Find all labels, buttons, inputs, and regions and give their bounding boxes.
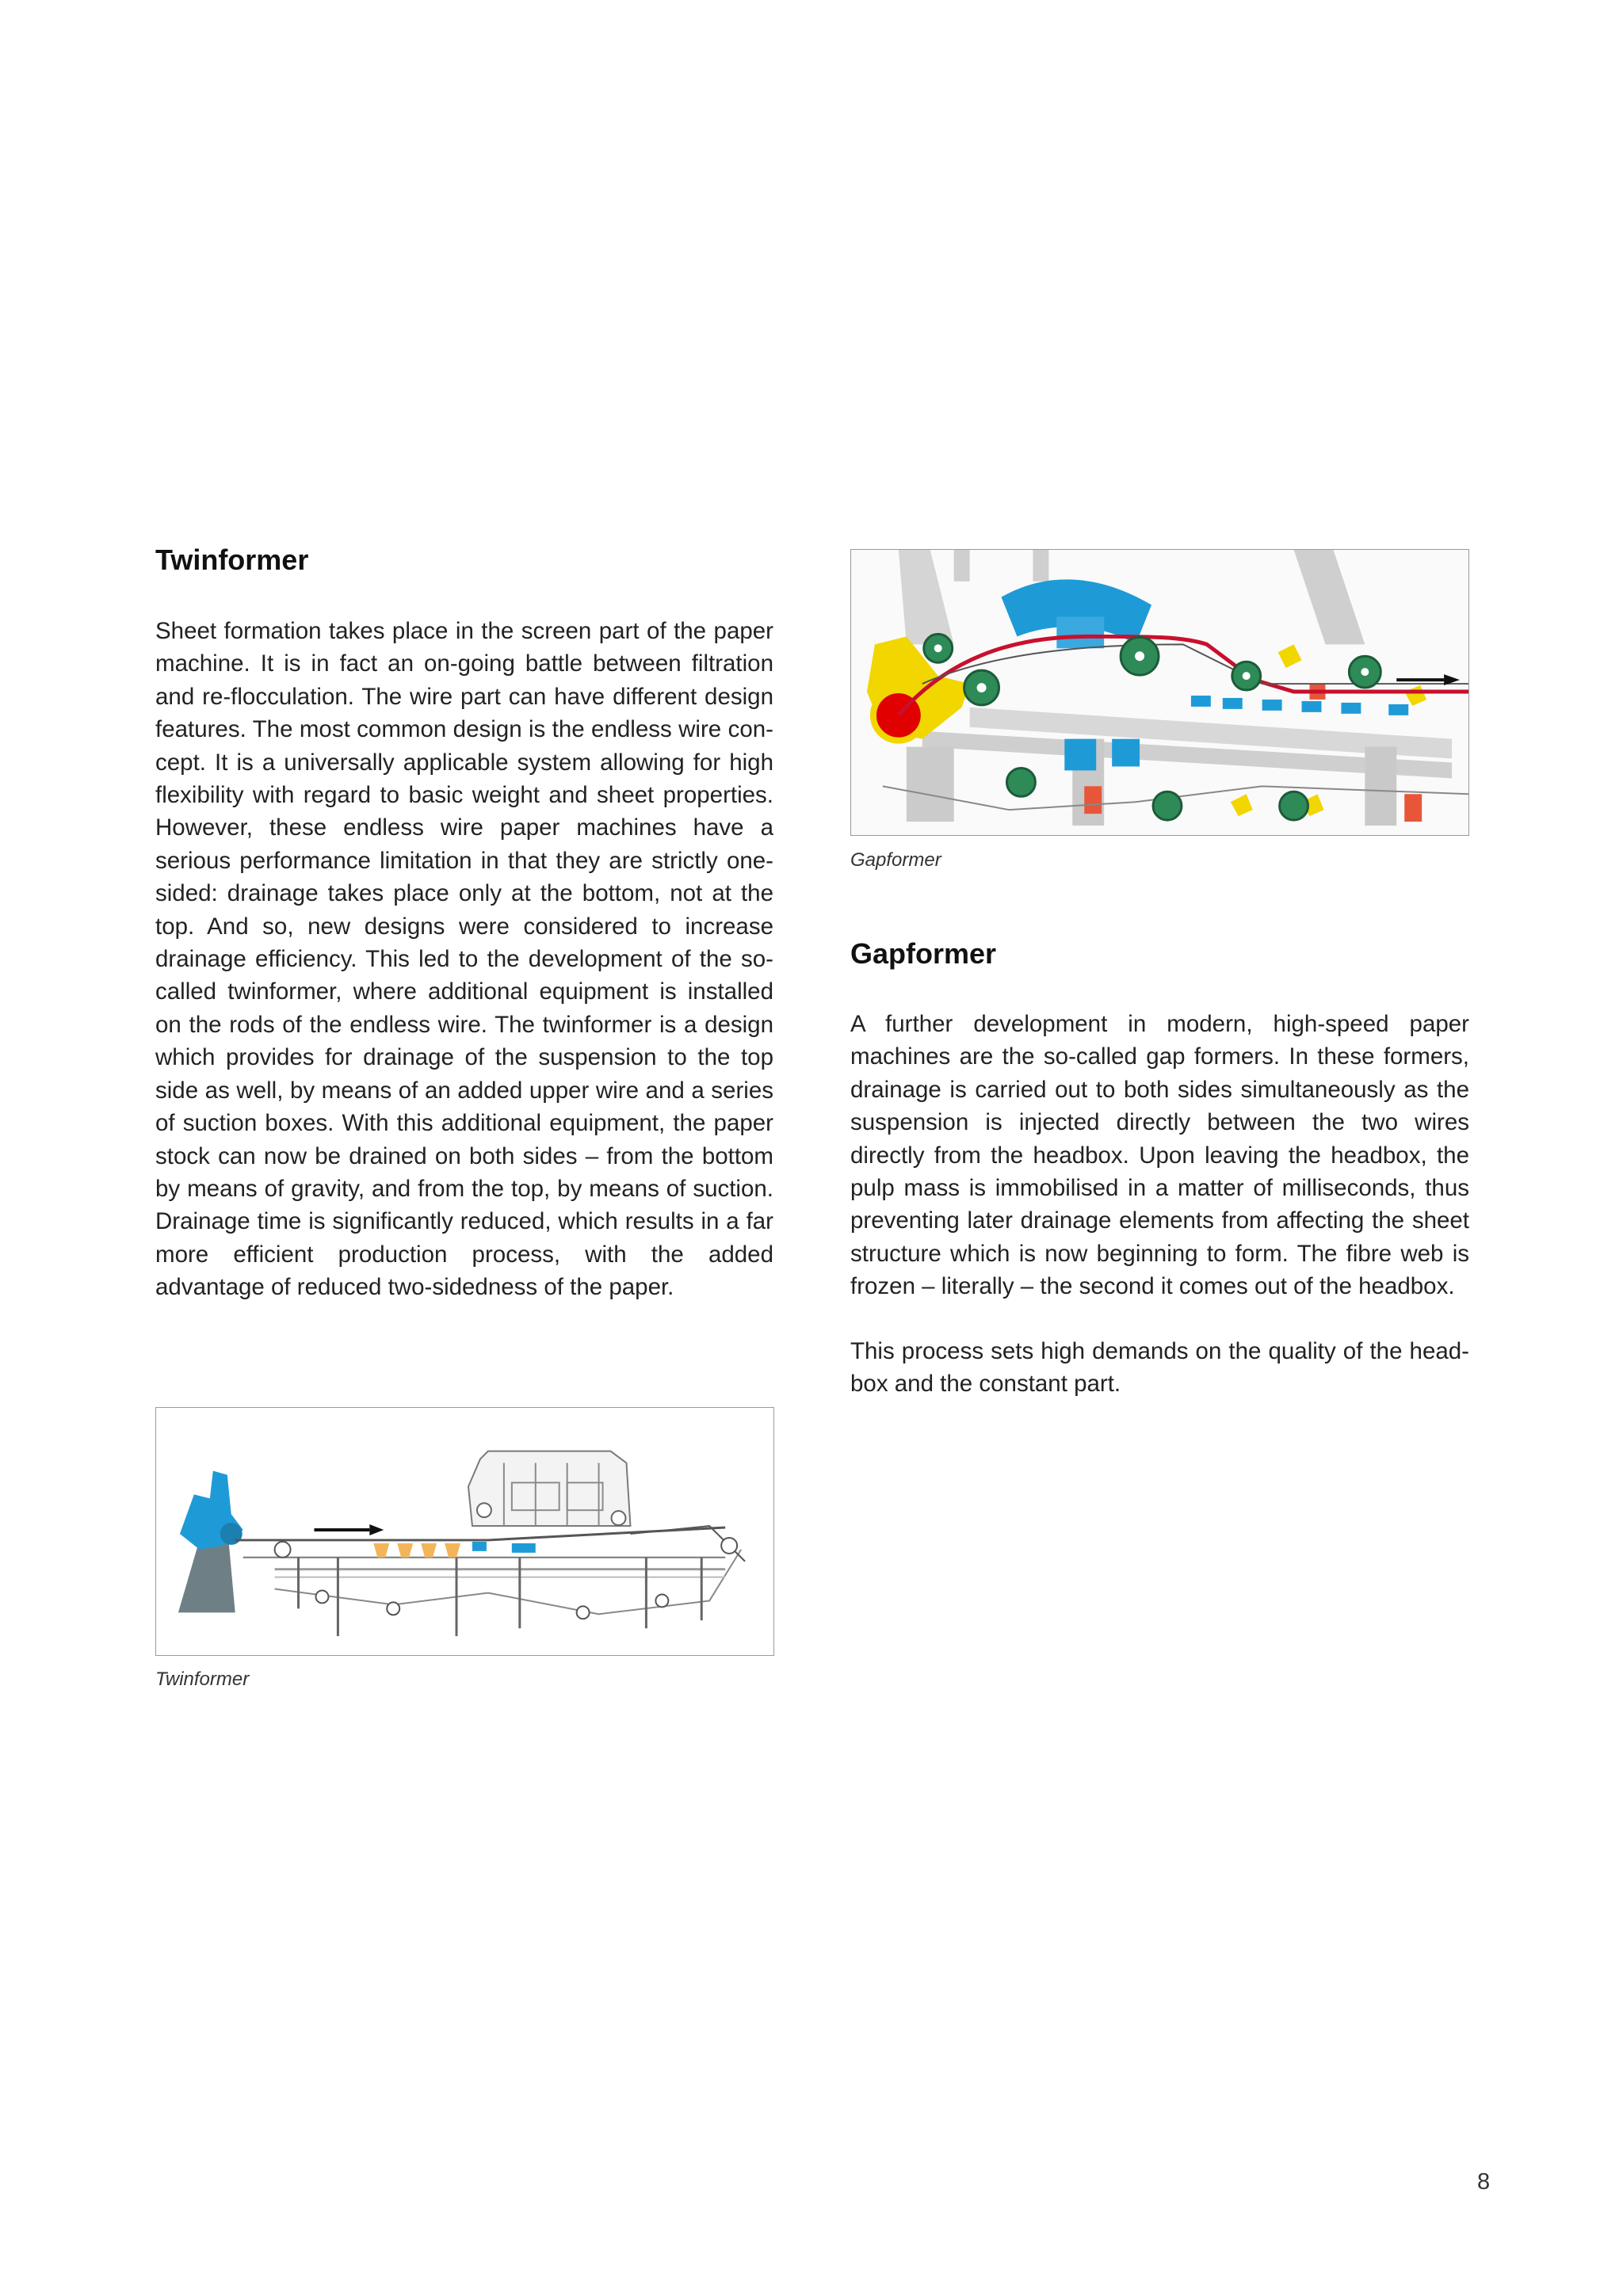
twinformer-hood — [468, 1451, 630, 1526]
twinformer-caption: Twinformer — [155, 1669, 250, 1690]
twinformer-suction-box — [373, 1543, 389, 1558]
gapformer-caption: Gapformer — [850, 849, 941, 871]
gapformer-heading: Gapformer — [850, 937, 997, 970]
twinformer-diagram — [155, 1407, 774, 1656]
twinformer-body: Sheet formation takes place in the screen part of the paper machine. It is in fact an on-going battle between filtration and re-flocculation. The wire part can have different design features. The most common design is the endless wire concept. It is a universally applicable system allowing for high flexibility with regard to basic weight and sheet properties. However, these endless wire paper machines have a serious performance limitation in that they are strictly onesided: drainage takes place only at the bottom, not at the top. And so, new designs were considered to increase drainage efficiency. This led to the development of the so-called twinformer, where additional equipment is installed on the rods of the endless wire. The twinformer is a design which provides for drainage of the suspension to the top side as well, by means of an added upper wire and a series of suction boxes. With this additional equipment, the paper stock can now be drained on both sides – from the bottom by means of gravity, and from the top, by means of suction. Drainage time is significantly reduced, which results in a far more efficient production process, with the added advantage of reduced two-sidedness of the paper. — [155, 618, 773, 1301]
twinformer-suction-box — [397, 1543, 413, 1558]
gapformer-body-paragraph-1: A further development in modern, high-speed paper machines are the so-called gap formers. In these formers, drainage is carried out to both sides simultaneously as the suspension is injected directly between the two wires directly from the headbox. Upon leaving the headbox, the pulp mass is immobilised in a matter of milliseconds, thus preventing later drainage elements from affecting the sheet structure which is now beginning to form. The fibre web is frozen – literally – the second it comes out of the headbox. — [850, 1011, 1469, 1300]
page-number: 8 — [1477, 2169, 1491, 2195]
gapformer-diagram — [850, 549, 1469, 836]
twinformer-heading: Twinformer — [155, 543, 309, 576]
twinformer-suction-box — [421, 1543, 437, 1558]
gapformer-body-paragraph-2: This process sets high demands on the quality of the headbox and the constant part. — [850, 1338, 1469, 1398]
twinformer-suction-box — [445, 1543, 460, 1558]
twinformer-wire — [235, 1527, 725, 1540]
